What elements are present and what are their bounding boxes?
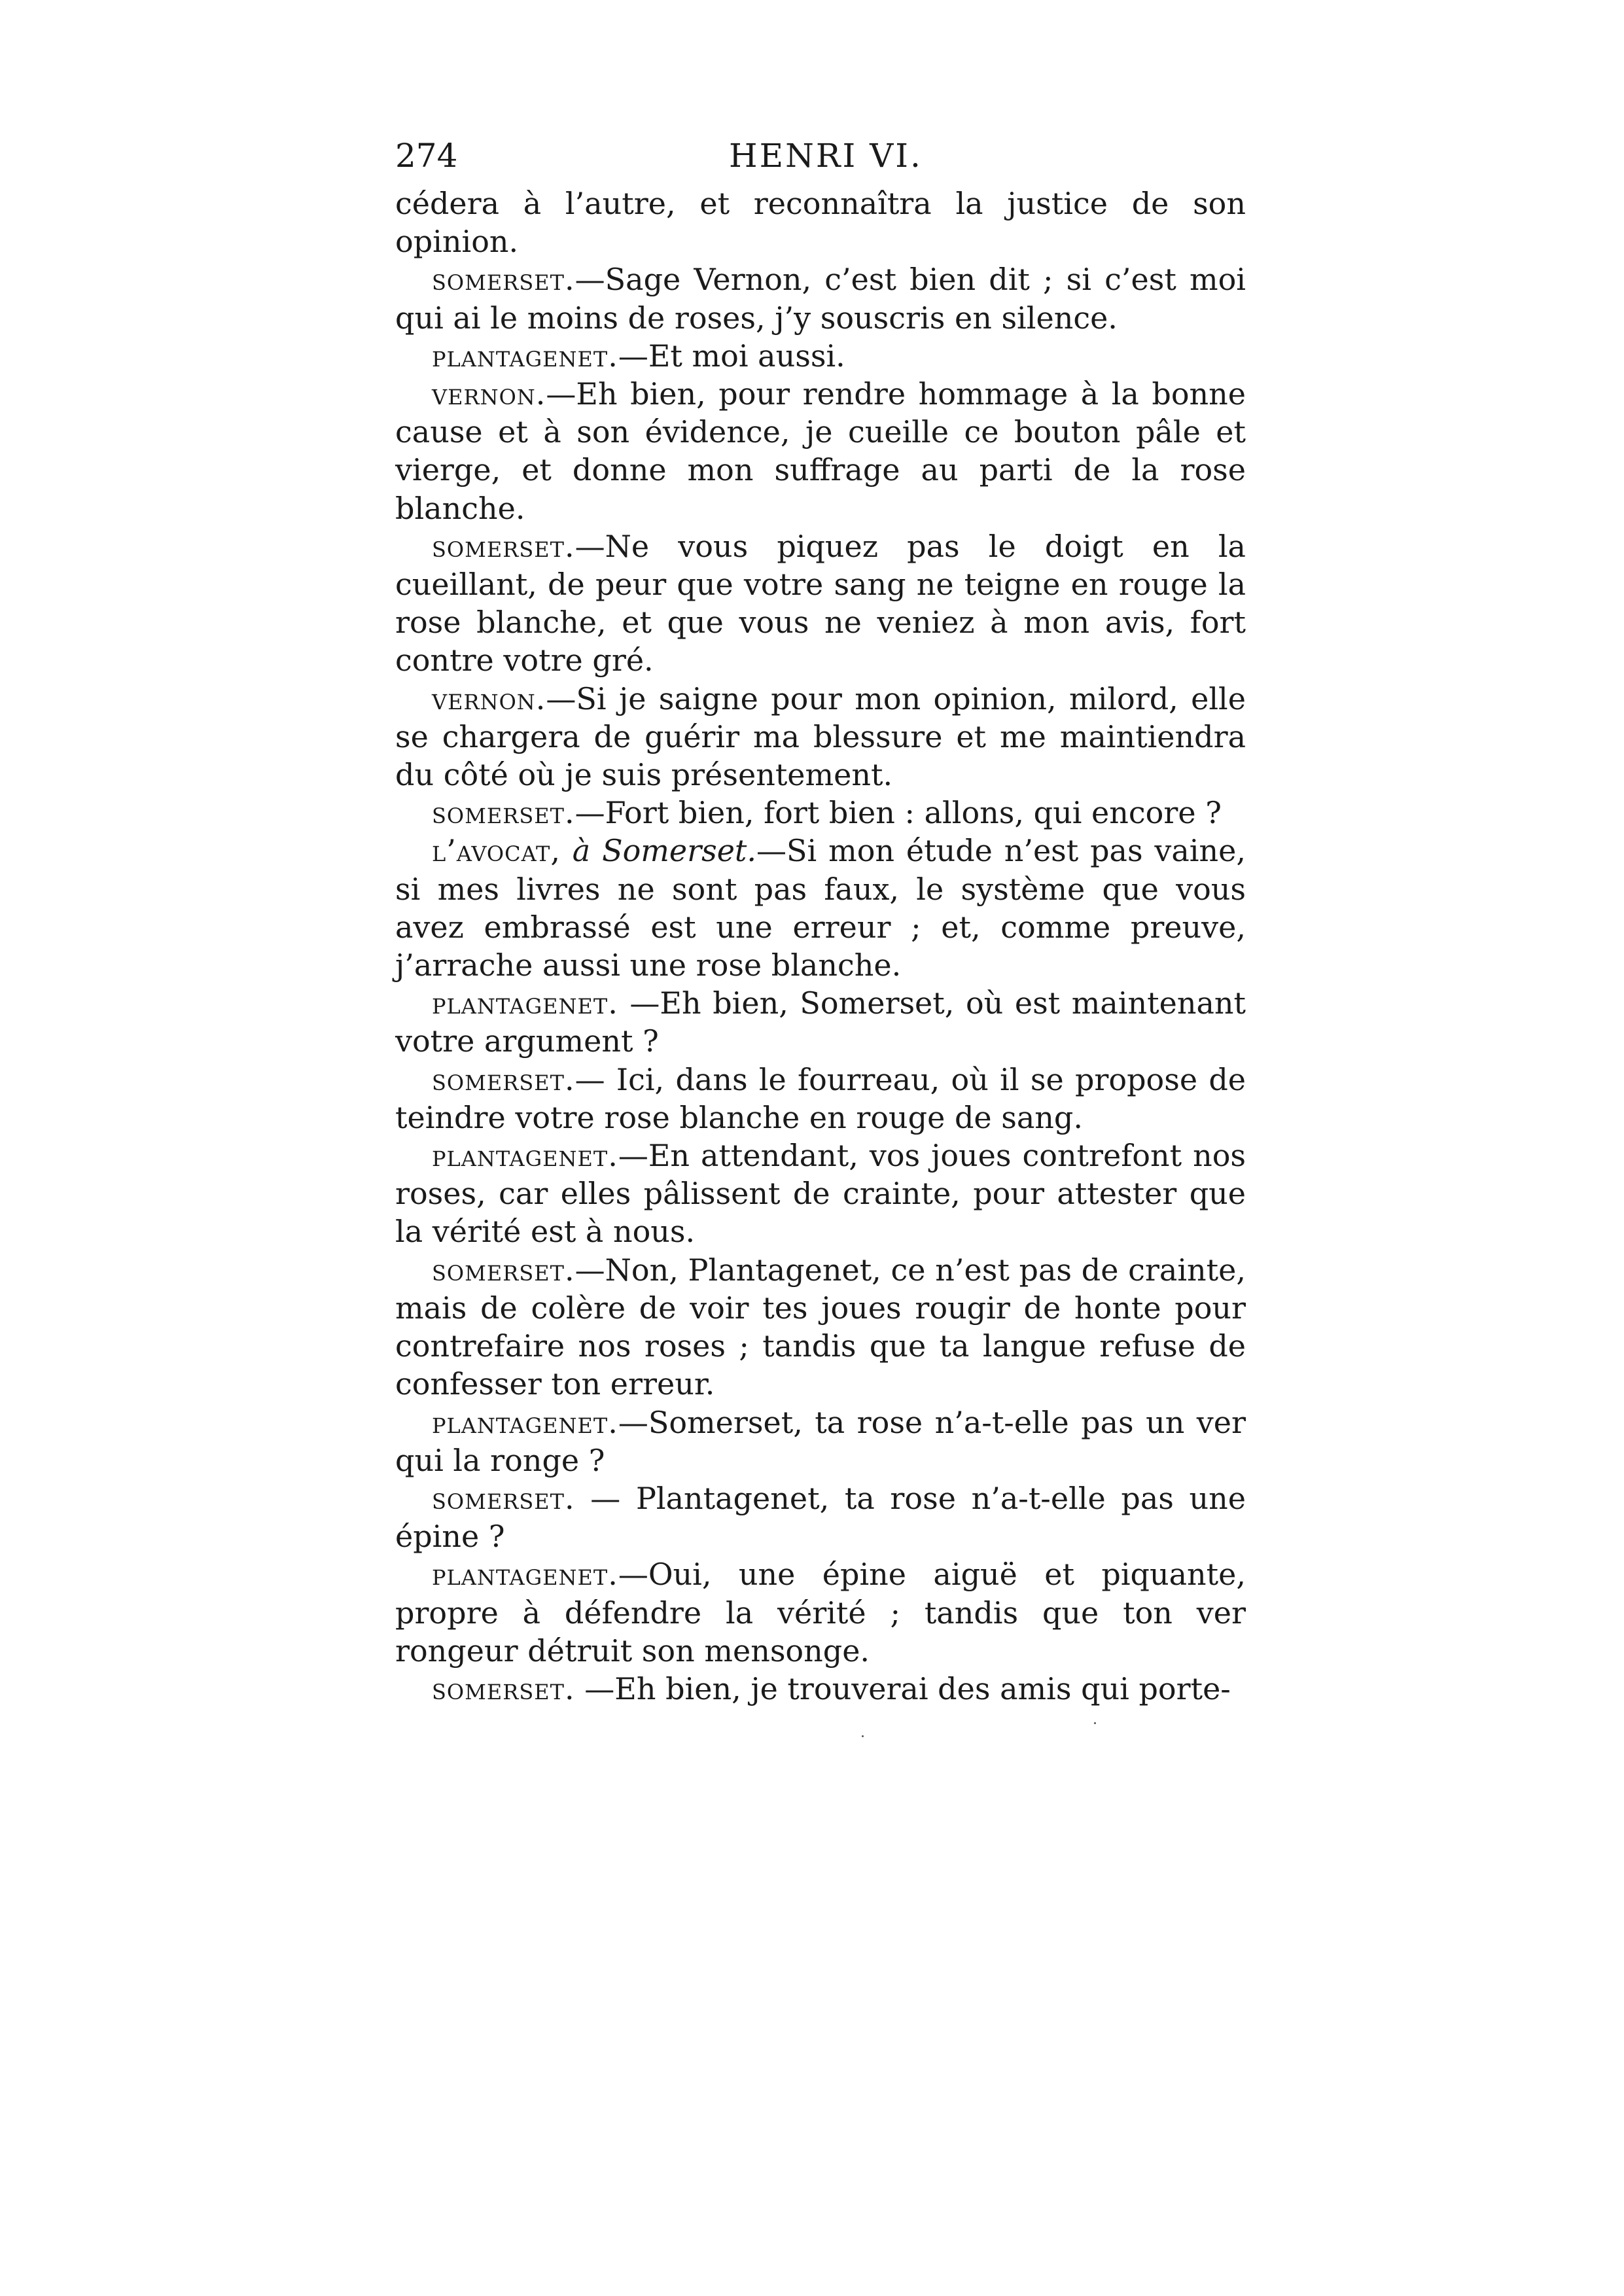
speaker-name: somerset. — [432, 1480, 575, 1516]
running-title: HENRI VI. — [729, 137, 923, 175]
speaker-name: plantagenet. — [432, 985, 618, 1021]
paragraph-text: —Si mon étude n’est pas vaine, si mes livres ne sont pas faux, le système que vous avez embrassé est une erreur ; et, comme preuve, j’arrache aussi une rose blanche. — [395, 833, 1246, 983]
speaker-name: somerset. — [432, 1061, 575, 1097]
print-speck — [862, 1735, 864, 1737]
paragraph-text: —Fort bien, fort bien : allons, qui encore ? — [574, 795, 1222, 831]
paragraph — [395, 260, 1246, 336]
speaker-name: plantagenet. — [432, 1404, 618, 1440]
paragraph-text: —Et moi aussi. — [618, 338, 845, 374]
paragraph-text: —Eh bien, Somerset, où est maintenant votre argument ? — [395, 985, 1246, 1059]
paragraph — [395, 1137, 1246, 1251]
paragraph — [395, 794, 1246, 832]
paragraph — [395, 984, 1246, 1060]
speaker-name: plantagenet. — [432, 1138, 618, 1174]
speaker-name: plantagenet. — [432, 338, 618, 374]
paragraph-text: —Si je saigne pour mon opinion, milord, elle se chargera de guérir ma blessure et me maintiendra du côté où je suis présentement. — [395, 680, 1246, 793]
paragraph-text: —Eh bien, je trouverai des amis qui porte- — [574, 1670, 1231, 1706]
paragraph — [395, 680, 1246, 794]
speaker-name: somerset. — [432, 795, 575, 831]
paragraph — [395, 337, 1246, 375]
body-text — [395, 185, 1246, 1708]
paragraph-text: —Sage Vernon, c’est bien dit ; si c’est moi qui ai le moins de roses, j’y souscris en silence. — [395, 262, 1246, 336]
speaker-name: l’avocat, — [432, 833, 561, 869]
paragraph-text: —En attendant, vos joues contrefont nos roses, car elles pâlissent de crainte, pour attester que la vérité est à nous. — [395, 1138, 1246, 1250]
paragraph-text: — Ici, dans le fourreau, où il se propose de teindre votre rose blanche en rouge de sang. — [395, 1061, 1246, 1135]
speaker-name: somerset. — [432, 1670, 575, 1706]
print-speck — [1094, 1722, 1096, 1724]
speaker-name: somerset. — [432, 1252, 575, 1288]
paragraph — [395, 1555, 1246, 1670]
paragraph — [395, 185, 1246, 260]
paragraph — [395, 832, 1246, 984]
speaker-name: vernon. — [432, 680, 546, 716]
paragraph — [395, 1670, 1246, 1708]
paragraph-text: cédera à l’autre, et reconnaîtra la justice de son opinion. — [395, 186, 1246, 260]
paragraph-text: —Ne vous piquez pas le doigt en la cueillant, de peur que votre sang ne teigne en rouge la rose blanche, et que vous ne veniez à mon avis, fort contre votre gré. — [395, 528, 1246, 679]
paragraph — [395, 1061, 1246, 1137]
paragraph-text: —Non, Plantagenet, ce n’est pas de crainte, mais de colère de voir tes joues rougir de honte pour contrefaire nos roses ; tandis que ta langue refuse de confesser ton erreur. — [395, 1252, 1246, 1402]
speaker-name: vernon. — [432, 376, 546, 412]
paragraph — [395, 527, 1246, 680]
book-page — [395, 128, 1246, 1708]
paragraph — [395, 1479, 1246, 1555]
speaker-name: somerset. — [432, 262, 575, 298]
speaker-name: plantagenet. — [432, 1557, 618, 1593]
paragraph-text: —Oui, une épine aiguë et piquante, propre à défendre la vérité ; tandis que ton ver rongeur détruit son mensonge. — [395, 1557, 1246, 1669]
paragraph-text: —Somerset, ta rose n’a-t-elle pas un ver qui la ronge ? — [395, 1404, 1246, 1478]
paragraph-text: — Plantagenet, ta rose n’a-t-elle pas une épine ? — [395, 1480, 1246, 1555]
paragraph — [395, 1404, 1246, 1479]
paragraph — [395, 1251, 1246, 1404]
paragraph — [395, 375, 1246, 527]
stage-direction: à Somerset. — [560, 833, 757, 869]
page-number: 274 — [395, 137, 458, 175]
page-header — [395, 128, 1246, 183]
paragraph-text: —Eh bien, pour rendre hommage à la bonne cause et à son évidence, je cueille ce bouton pâle et vierge, et donne mon suffrage au parti de la rose blanche. — [395, 376, 1246, 526]
speaker-name: somerset. — [432, 528, 575, 564]
